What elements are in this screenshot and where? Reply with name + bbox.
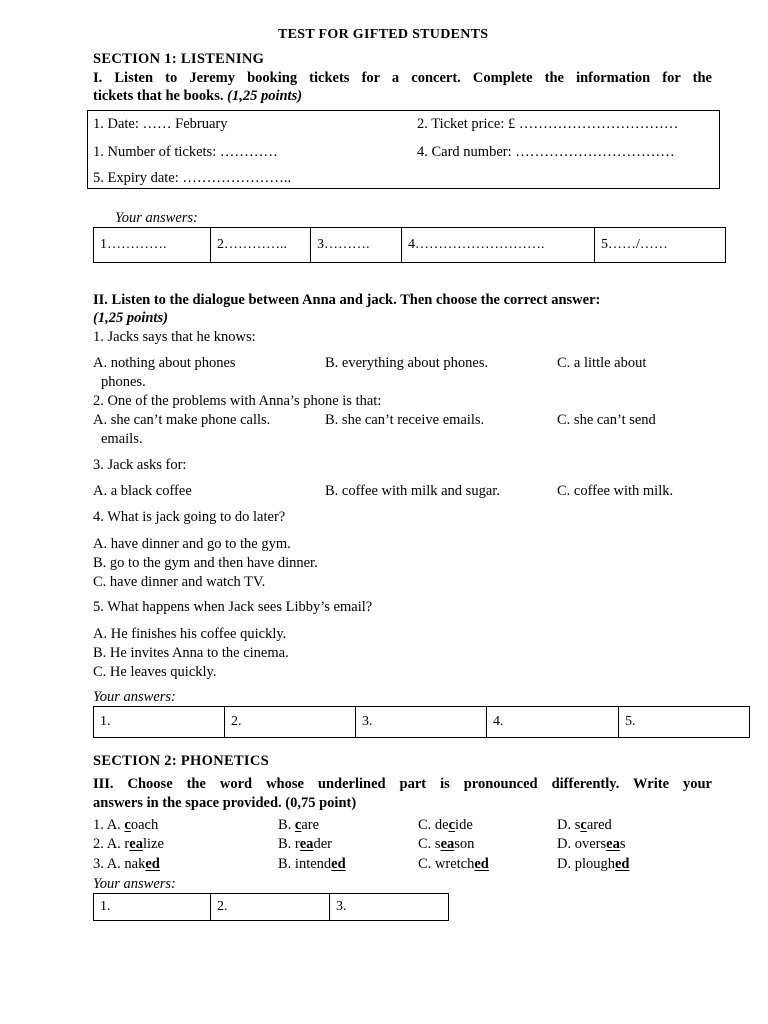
field-number-of-tickets[interactable]: 1. Number of tickets: …………	[93, 144, 278, 160]
part3-answers-label: Your answers:	[93, 876, 176, 892]
row2-option-a[interactable]: 2. A. realize	[93, 836, 164, 852]
field-card-number[interactable]: 4. Card number: ……………………………	[417, 144, 675, 160]
q5-option-b[interactable]: B. He invites Anna to the cinema.	[93, 645, 289, 661]
part2-answers-label: Your answers:	[93, 689, 176, 705]
part3-instruction-line2: answers in the space provided. (0,75 point)	[93, 795, 357, 811]
q5-option-a[interactable]: A. He finishes his coffee quickly.	[93, 626, 287, 642]
section1-heading: SECTION 1: LISTENING	[93, 51, 265, 67]
part2-instruction: II. Listen to the dialogue between Anna and jack. Then choose the correct answer:	[93, 292, 601, 308]
part2-answer-cell-5[interactable]: 5.	[619, 707, 750, 738]
part2-answer-cell-1[interactable]: 1.	[94, 707, 225, 738]
q3-option-b[interactable]: B. coffee with milk and sugar.	[325, 483, 500, 499]
part3-answer-cell-3[interactable]: 3.	[330, 894, 449, 921]
q4-option-a[interactable]: A. have dinner and go to the gym.	[93, 536, 291, 552]
part1-instruction: I. Listen to Jeremy booking tickets for a concert. Complete the information for the	[93, 70, 712, 86]
part1-answer-table	[93, 227, 726, 263]
part1-answer-cell-2[interactable]: 2…………..	[211, 228, 311, 263]
part1-points: (1,25 points)	[227, 88, 303, 104]
part2-answer-cell-2[interactable]: 2.	[225, 707, 356, 738]
q5-option-c[interactable]: C. He leaves quickly.	[93, 664, 217, 680]
row2-option-c[interactable]: C. season	[418, 836, 475, 852]
part3-answer-cell-2[interactable]: 2.	[211, 894, 330, 921]
part3-instruction: III. Choose the word whose underlined part is pronounced differently. Write your	[93, 776, 712, 792]
field-expiry-date[interactable]: 5. Expiry date: …………………..	[93, 170, 292, 186]
q1-option-c[interactable]: C. a little about	[557, 355, 647, 371]
q2-option-b[interactable]: B. she can’t receive emails.	[325, 412, 485, 428]
part1-instruction-line2: tickets that he books. (1,25 points)	[93, 88, 303, 104]
part1-answer-cell-1[interactable]: 1………….	[94, 228, 211, 263]
q1-option-b[interactable]: B. everything about phones.	[325, 355, 489, 371]
q3-option-a[interactable]: A. a black coffee	[93, 483, 192, 499]
field-date[interactable]: 1. Date: …… February	[93, 116, 228, 132]
row2-option-b[interactable]: B. reader	[278, 836, 332, 852]
field-ticket-price[interactable]: 2. Ticket price: £ ……………………………	[417, 116, 679, 132]
q3-option-c[interactable]: C. coffee with milk.	[557, 483, 674, 499]
part1-answer-cell-3[interactable]: 3……….	[311, 228, 402, 263]
q3-stem: 3. Jack asks for:	[93, 457, 187, 473]
part1-answer-cell-4[interactable]: 4……………………….	[402, 228, 595, 263]
q1-option-a[interactable]: A. nothing about phones	[93, 355, 236, 371]
q1-option-c-wrap: phones.	[101, 374, 146, 390]
row3-option-b[interactable]: B. intended	[278, 856, 346, 872]
section2-heading: SECTION 2: PHONETICS	[93, 753, 270, 769]
row3-option-a[interactable]: 3. A. naked	[93, 856, 160, 872]
q2-option-c-wrap: emails.	[101, 431, 143, 447]
q1-stem: 1. Jacks says that he knows:	[93, 329, 256, 345]
q2-option-c[interactable]: C. she can’t send	[557, 412, 656, 428]
q2-option-a[interactable]: A. she can’t make phone calls.	[93, 412, 271, 428]
part1-answers-label: Your answers:	[115, 210, 198, 226]
row2-option-d[interactable]: D. overseas	[557, 836, 626, 852]
doc-title: TEST FOR GIFTED STUDENTS	[278, 27, 489, 42]
row3-option-c[interactable]: C. wretched	[418, 856, 489, 872]
row1-option-d[interactable]: D. scared	[557, 817, 612, 833]
part2-answer-cell-3[interactable]: 3.	[356, 707, 487, 738]
row3-option-d[interactable]: D. ploughed	[557, 856, 630, 872]
part2-answer-cell-4[interactable]: 4.	[487, 707, 619, 738]
q4-stem: 4. What is jack going to do later?	[93, 509, 286, 525]
q4-option-c[interactable]: C. have dinner and watch TV.	[93, 574, 266, 590]
row1-option-b[interactable]: B. care	[278, 817, 320, 833]
part3-answer-cell-1[interactable]: 1.	[94, 894, 211, 921]
part1-answer-cell-5[interactable]: 5……/……	[595, 228, 726, 263]
q4-option-b[interactable]: B. go to the gym and then have dinner.	[93, 555, 318, 571]
part2-answer-table	[93, 706, 750, 738]
q2-stem: 2. One of the problems with Anna’s phone is that:	[93, 393, 382, 409]
row1-option-c[interactable]: C. decide	[418, 817, 473, 833]
part3-answer-table	[93, 893, 449, 921]
row1-option-a[interactable]: 1. A. coach	[93, 817, 159, 833]
part2-points: (1,25 points)	[93, 310, 168, 326]
q5-stem: 5. What happens when Jack sees Libby’s email?	[93, 599, 373, 615]
